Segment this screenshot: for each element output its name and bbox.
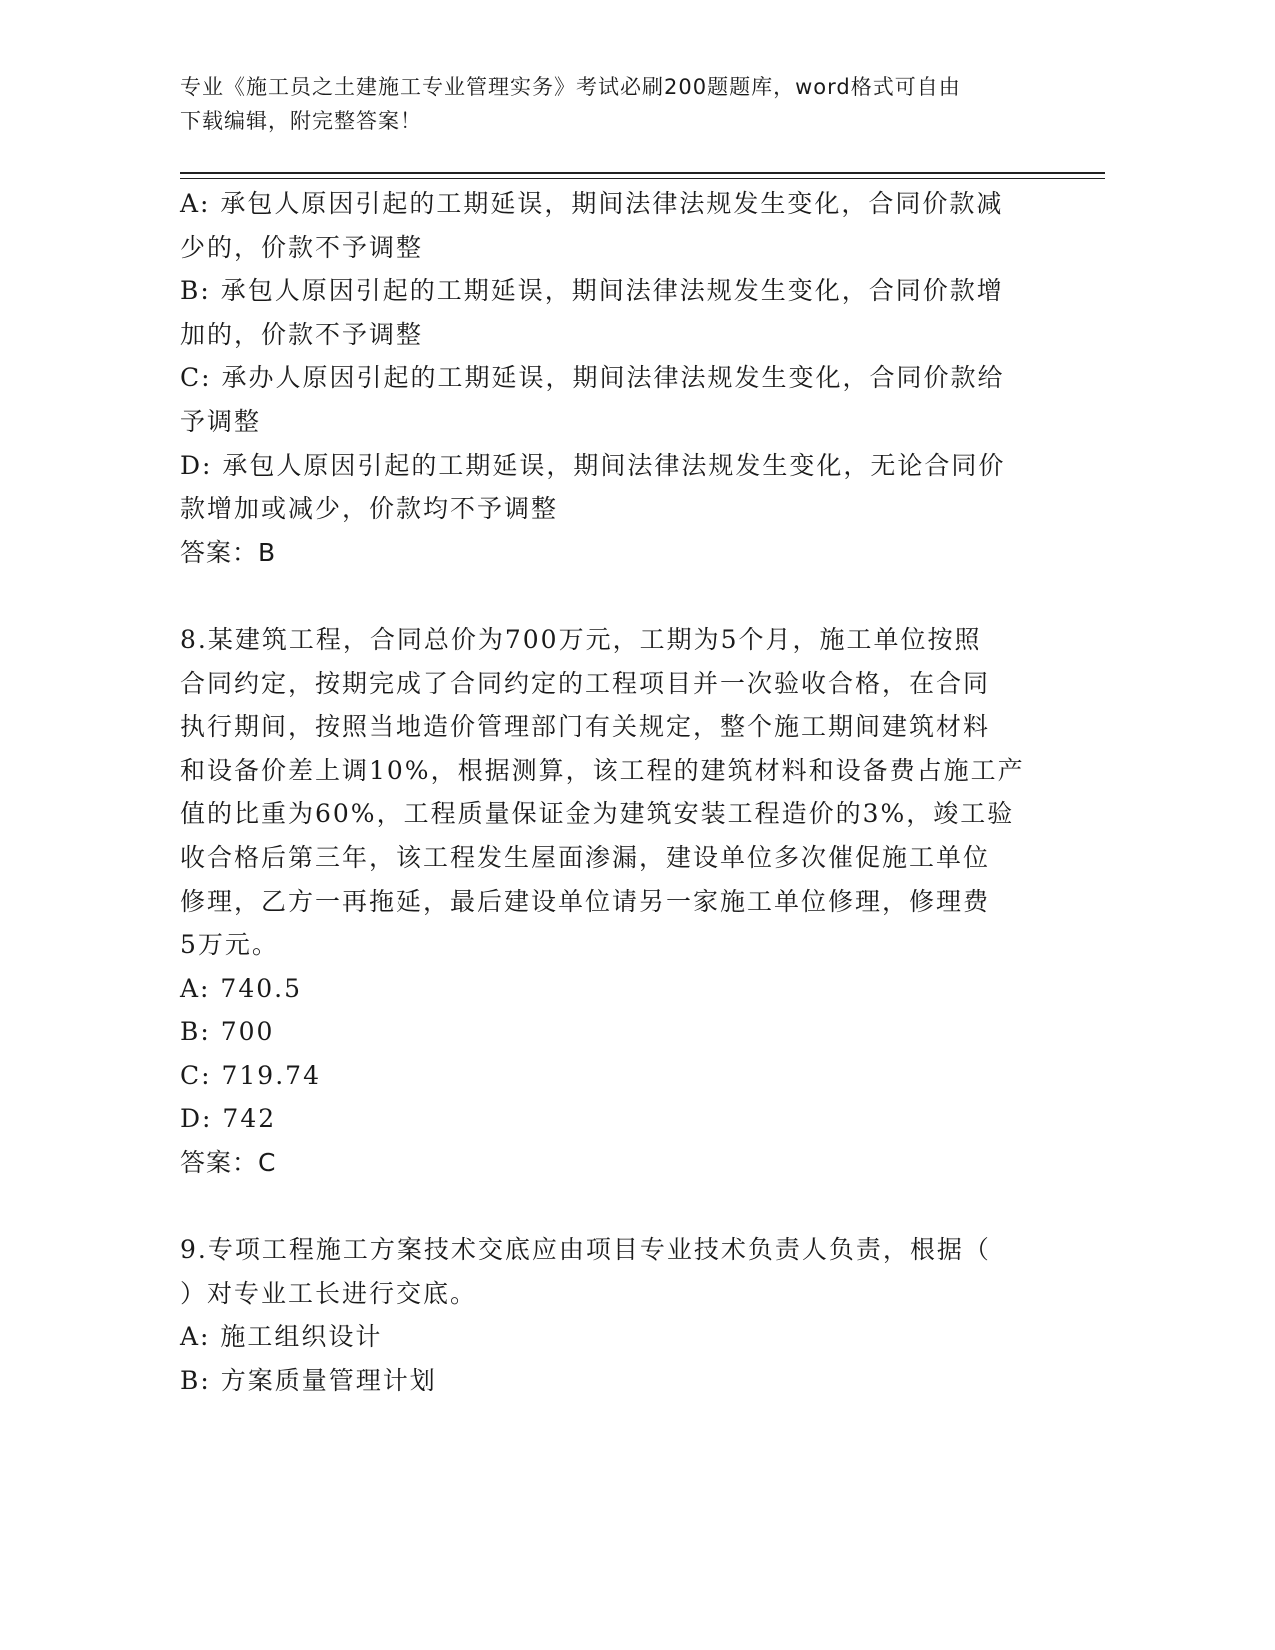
question-stem-line: 执行期间，按照当地造价管理部门有关规定，整个施工期间建筑材料 bbox=[180, 712, 991, 742]
question-stem-line: 和设备价差上调10%，根据测算，该工程的建筑材料和设备费占施工产 bbox=[180, 755, 1025, 785]
question-stem-line: 8.某建筑工程，合同总价为700万元，工期为5个月，施工单位按照 bbox=[180, 624, 982, 654]
option-a-line: 少的，价款不予调整 bbox=[180, 232, 424, 262]
option-a-line: A: 承包人原因引起的工期延误，期间法律法规发生变化，合同价款减 bbox=[180, 189, 1004, 218]
header-line: 专业《施工员之土建施工专业管理实务》考试必刷200题题库，word格式可自由 bbox=[180, 75, 961, 99]
question-stem-line: 合同约定，按期完成了合同约定的工程项目并一次验收合格，在合同 bbox=[180, 668, 991, 698]
spacer bbox=[180, 574, 1040, 618]
option-a: A: 740.5 bbox=[180, 973, 302, 1003]
option-b-line: B: 承包人原因引起的工期延误，期间法律法规发生变化，合同价款增 bbox=[180, 276, 1004, 306]
answer-line: 答案：B bbox=[180, 537, 277, 567]
question-9 bbox=[180, 1228, 1040, 1402]
option-d-line: D: 承包人原因引起的工期延误，期间法律法规发生变化，无论合同价 bbox=[180, 450, 1006, 480]
question-stem-line: 9.专项工程施工方案技术交底应由项目专业技术负责人负责，根据（ bbox=[180, 1235, 991, 1265]
question-stem-line: 5万元。 bbox=[180, 930, 279, 960]
document-body bbox=[180, 182, 1040, 1403]
option-d-line: 款增加或减少，价款均不予调整 bbox=[180, 494, 559, 524]
option-d: D: 742 bbox=[180, 1104, 277, 1134]
question-stem-line: 值的比重为60%，工程质量保证金为建筑安装工程造价的3%，竣工验 bbox=[180, 799, 1015, 829]
option-b: B: 方案质量管理计划 bbox=[180, 1366, 437, 1396]
option-c: C: 719.74 bbox=[180, 1060, 321, 1090]
question-7-options bbox=[180, 182, 1040, 574]
question-8 bbox=[180, 618, 1040, 1185]
header-line: 下载编辑，附完整答案！ bbox=[180, 109, 422, 133]
header-divider-thin bbox=[180, 178, 1105, 179]
answer-line: 答案：C bbox=[180, 1148, 277, 1178]
question-stem-line: 收合格后第三年，该工程发生屋面渗漏，建设单位多次催促施工单位 bbox=[180, 842, 991, 872]
spacer bbox=[180, 1185, 1040, 1229]
option-a: A: 施工组织设计 bbox=[180, 1322, 383, 1352]
question-stem-line: 修理，乙方一再拖延，最后建设单位请另一家施工单位修理，修理费 bbox=[180, 886, 991, 916]
question-stem-line: ）对专业工长进行交底。 bbox=[180, 1278, 478, 1308]
header-divider bbox=[180, 172, 1105, 174]
option-b-line: 加的，价款不予调整 bbox=[180, 319, 424, 349]
option-c-line: C: 承办人原因引起的工期延误，期间法律法规发生变化，合同价款给 bbox=[180, 363, 1005, 393]
option-c-line: 予调整 bbox=[180, 406, 262, 436]
option-b: B: 700 bbox=[180, 1017, 275, 1047]
document-header bbox=[180, 70, 1050, 138]
